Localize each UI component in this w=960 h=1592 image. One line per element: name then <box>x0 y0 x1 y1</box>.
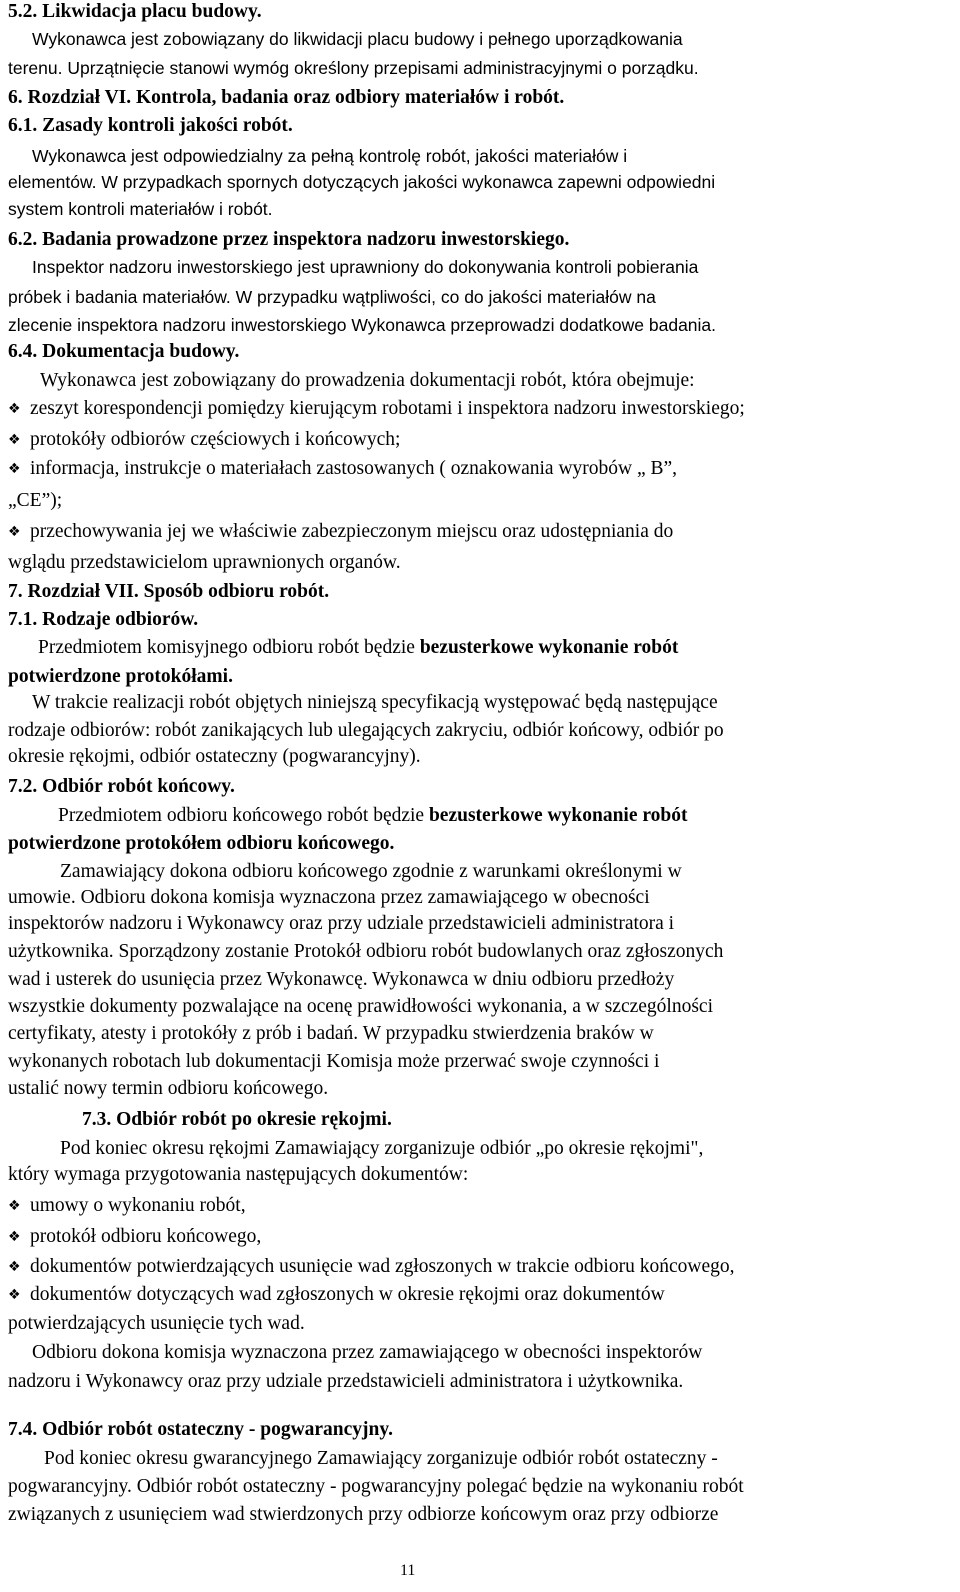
text-line <box>8 1022 654 1046</box>
bullet-item <box>8 1194 246 1218</box>
line-text: potwierdzone protokółami. <box>8 666 233 687</box>
section-heading <box>8 86 564 110</box>
diamond-bullet-icon: ❖ <box>8 1259 21 1275</box>
section-heading <box>8 665 233 689</box>
text-line <box>58 804 688 828</box>
text-line <box>32 27 683 51</box>
line-text: Inspektor nadzoru inwestorskiego jest uprawniony do dokonywania kontroli pobierania <box>32 257 699 277</box>
section-heading <box>8 580 329 604</box>
line-text: zlecenie inspektora nadzoru inwestorskiego Wykonawca przeprowadzi dodatkowe badania. <box>8 315 717 335</box>
diamond-bullet-icon: ❖ <box>8 432 21 448</box>
line-text: certyfikaty, atesty i protokóły z prób i badań. W przypadku stwierdzenia braków w <box>8 1023 654 1044</box>
text-line <box>8 313 716 337</box>
line-text: „CE”); <box>8 490 63 511</box>
text-line <box>8 1163 468 1187</box>
line-text: Zamawiający dokona odbioru końcowego zgodnie z warunkami określonymi w <box>60 861 682 882</box>
diamond-bullet-icon: ❖ <box>8 1198 21 1214</box>
text-line <box>60 860 682 884</box>
text-line <box>60 1137 703 1161</box>
section-heading <box>8 832 394 856</box>
line-text: użytkownika. Sporządzony zostanie Protokół odbioru robót budowlanych oraz zgłoszonych <box>8 941 724 962</box>
line-text: potwierdzających usunięcie tych wad. <box>8 1313 305 1334</box>
line-text: protokół odbioru końcowego, <box>30 1226 262 1247</box>
text-line <box>8 551 401 575</box>
section-heading <box>8 114 293 138</box>
line-text: 6.4. Dokumentacja budowy. <box>8 341 240 362</box>
page-number: 11 <box>400 1562 416 1579</box>
text-line <box>8 56 699 80</box>
line-text: 6.2. Badania prowadzone przez inspektora nadzoru inwestorskiego. <box>8 229 570 250</box>
bullet-item <box>8 457 677 481</box>
line-text: pogwarancyjny. Odbiór robót ostateczny - pogwarancyjny polegać będzie na wykonaniu robót <box>8 1476 744 1497</box>
text-line <box>8 1077 328 1101</box>
line-text: 7.1. Rodzaje odbiorów. <box>8 609 199 630</box>
text-line <box>8 1312 305 1336</box>
line-text: ustalić nowy termin odbioru końcowego. <box>8 1078 329 1099</box>
section-heading <box>8 1418 393 1442</box>
line-text: 5.2. Likwidacja placu budowy. <box>8 1 262 22</box>
line-text: 7.3. Odbiór robót po okresie rękojmi. <box>82 1109 392 1130</box>
text-line <box>8 197 273 221</box>
line-text: związanych z usunięciem wad stwierdzonych przy odbiorze końcowym oraz przy odbiorze <box>8 1504 719 1525</box>
line-text: nadzoru i Wykonawcy oraz przy udziale przedstawicieli administratora i użytkownika. <box>8 1371 684 1392</box>
section-heading <box>8 340 239 364</box>
bullet-item <box>8 1225 261 1249</box>
text-line <box>8 968 674 992</box>
bold-emphasis: bezusterkowe wykonanie robót <box>428 805 688 826</box>
diamond-bullet-icon: ❖ <box>8 1287 21 1303</box>
line-text: umowy o wykonaniu robót, <box>30 1195 246 1216</box>
text-line <box>8 745 421 769</box>
line-text: Pod koniec okresu rękojmi Zamawiający zorganizuje odbiór „po okresie rękojmi", <box>60 1138 704 1159</box>
text-line <box>32 144 627 168</box>
line-text: Odbioru dokona komisja wyznaczona przez zamawiającego w obecności inspektorów <box>32 1342 703 1363</box>
text-line <box>8 1503 718 1527</box>
diamond-bullet-icon: ❖ <box>8 1229 21 1245</box>
line-text: Przedmiotem odbioru końcowego robót będzie <box>58 805 429 826</box>
line-text: wad i usterek do usunięcia przez Wykonawcę. Wykonawca w dniu odbioru przedłoży <box>8 969 675 990</box>
section-heading <box>8 0 262 24</box>
bold-emphasis: bezusterkowe wykonanie robót <box>419 637 679 658</box>
text-line <box>40 369 695 393</box>
line-text: Wykonawca jest odpowiedzialny za pełną kontrolę robót, jakości materiałów i <box>32 146 628 166</box>
bullet-item <box>8 397 745 421</box>
text-line <box>8 995 713 1019</box>
line-text: elementów. W przypadkach spornych dotyczących jakości wykonawca zapewni odpowiedni <box>8 172 716 192</box>
line-text: zeszyt korespondencji pomiędzy kierującym robotami i inspektora nadzoru inwestorskiego; <box>30 398 745 419</box>
line-text: 7.4. Odbiór robót ostateczny - pogwarancyjny. <box>8 1419 393 1440</box>
line-text: umowie. Odbioru dokona komisja wyznaczona przez zamawiającego w obecności <box>8 887 650 908</box>
line-text: okresie rękojmi, odbiór ostateczny (pogwarancyjny). <box>8 746 421 767</box>
line-text: który wymaga przygotowania następujących dokumentów: <box>8 1164 469 1185</box>
line-text: potwierdzone protokółem odbioru końcowego. <box>8 833 395 854</box>
line-text: protokóły odbiorów częściowych i końcowych; <box>30 429 401 450</box>
section-heading <box>8 775 235 799</box>
line-text: Wykonawca jest zobowiązany do prowadzenia dokumentacji robót, która obejmuje: <box>40 370 695 391</box>
text-line <box>8 285 656 309</box>
line-text: Wykonawca jest zobowiązany do likwidacji placu budowy i pełnego uporządkowania <box>32 29 683 49</box>
line-text: 7.2. Odbiór robót końcowy. <box>8 776 235 797</box>
text-line <box>8 1050 659 1074</box>
text-line <box>8 719 724 743</box>
line-text: rodzaje odbiorów: robót zanikających lub ulegających zakryciu, odbiór końcowy, odbiór po <box>8 720 724 741</box>
text-line <box>32 255 698 279</box>
text-line <box>32 691 718 715</box>
line-text: dokumentów dotyczących wad zgłoszonych w okresie rękojmi oraz dokumentów <box>30 1284 665 1305</box>
line-text: dokumentów potwierdzających usunięcie wad zgłoszonych w trakcie odbioru końcowego, <box>30 1256 735 1277</box>
section-heading <box>8 228 569 252</box>
line-text: 6.1. Zasady kontroli jakości robót. <box>8 115 293 136</box>
line-text: W trakcie realizacji robót objętych niniejszą specyfikacją występować będą następujące <box>32 692 718 713</box>
diamond-bullet-icon: ❖ <box>8 524 21 540</box>
line-text: wglądu przedstawicielom uprawnionych organów. <box>8 552 401 573</box>
text-line <box>8 886 650 910</box>
line-text: informacja, instrukcje o materiałach zastosowanych ( oznakowania wyrobów „ B”, <box>30 458 678 479</box>
line-text: inspektorów nadzoru i Wykonawcy oraz przy udziale przedstawicieli administratora i <box>8 913 675 934</box>
text-line <box>8 912 674 936</box>
text-line <box>38 636 678 660</box>
diamond-bullet-icon: ❖ <box>8 461 21 477</box>
text-line <box>32 1341 702 1365</box>
line-text: system kontroli materiałów i robót. <box>8 199 273 219</box>
text-line <box>8 1370 683 1394</box>
text-line <box>8 940 723 964</box>
line-text: terenu. Uprzątnięcie stanowi wymóg określony przepisami administracyjnymi o porządku. <box>8 58 699 78</box>
section-heading <box>8 608 198 632</box>
line-text: Przedmiotem komisyjnego odbioru robót będzie <box>38 637 420 658</box>
line-text: próbek i badania materiałów. W przypadku wątpliwości, co do jakości materiałów na <box>8 287 656 307</box>
line-text: przechowywania jej we właściwie zabezpieczonym miejscu oraz udostępniania do <box>30 521 674 542</box>
section-heading <box>82 1108 392 1132</box>
line-text: 7. Rozdział VII. Sposób odbioru robót. <box>8 581 330 602</box>
line-text: wszystkie dokumenty pozwalające na ocenę prawidłowości wykonania, a w szczególności <box>8 996 714 1017</box>
bullet-item <box>8 1283 665 1307</box>
bullet-item <box>8 520 673 544</box>
text-line <box>8 1475 744 1499</box>
bullet-item <box>8 428 400 452</box>
text-line <box>8 489 62 513</box>
text-line <box>8 170 715 194</box>
line-text: wykonanych robotach lub dokumentacji Komisja może przerwać swoje czynności i <box>8 1051 660 1072</box>
text-line <box>44 1447 718 1471</box>
line-text: Pod koniec okresu gwarancyjnego Zamawiający zorganizuje odbiór robót ostateczny - <box>44 1448 718 1469</box>
diamond-bullet-icon: ❖ <box>8 401 21 417</box>
line-text: 6. Rozdział VI. Kontrola, badania oraz odbiory materiałów i robót. <box>8 87 565 108</box>
bullet-item <box>8 1255 735 1279</box>
